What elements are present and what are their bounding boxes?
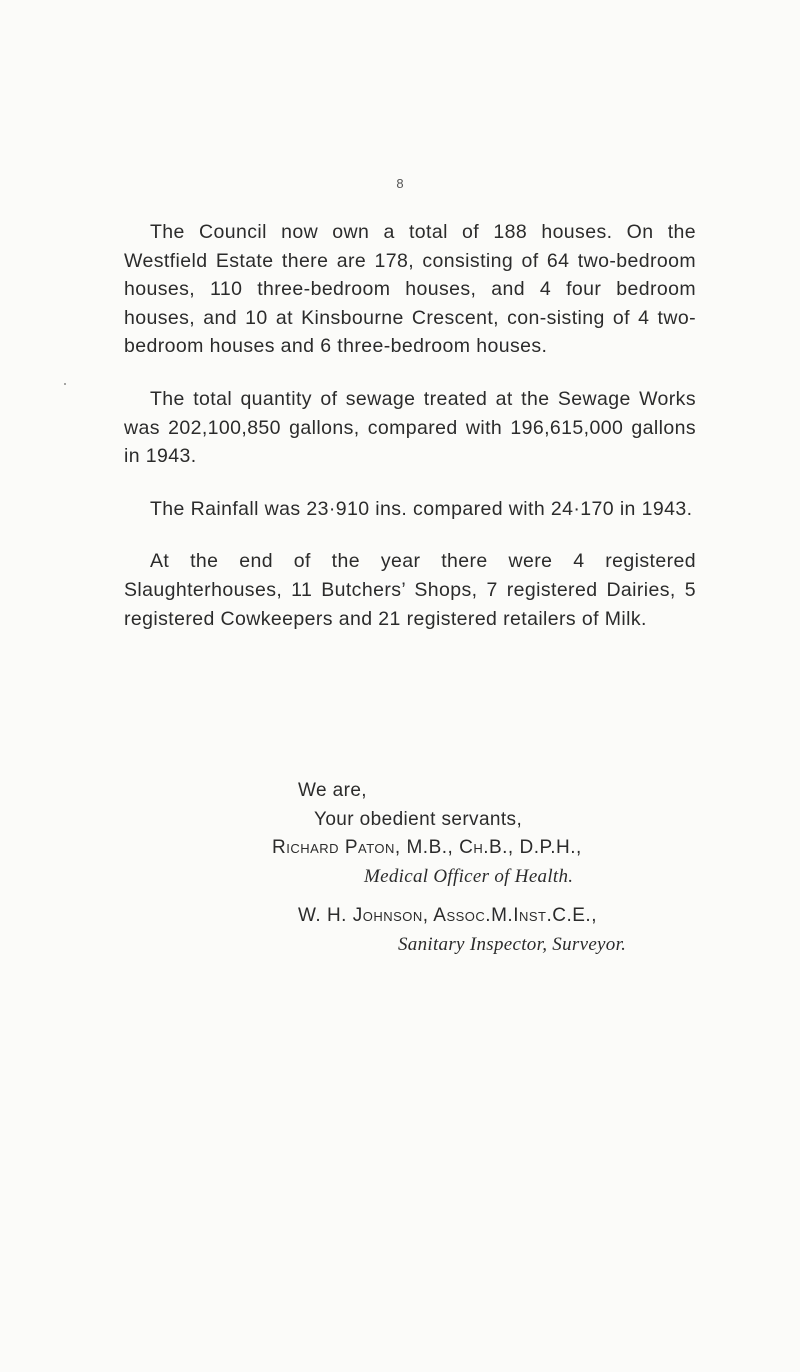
signatory-medical-officer (272, 834, 582, 891)
paragraph-sewage: The total quantity of sewage treated at the Sewage Works was 202,100,850 gallons, compared with 196,615,000 gallons in 1943. (124, 387, 696, 468)
signatory-sanitary-inspector (298, 902, 626, 959)
paper-speck (64, 383, 66, 385)
signatory-title: Sanitary Inspector, Surveyor. (398, 933, 627, 955)
paragraph-registrations: At the end of the year there were 4 registered Slaughterhouses, 11 Butchers’ Shops, 7 registered Dairies, 5 registered Cowkeepers and 21 registered retailers of Milk. (124, 550, 696, 630)
closing-line-servants: Your obedient servants, (314, 808, 523, 830)
paragraph-housing: The Council now own a total of 188 houses. On the Westfield Estate there are 178, consisting of 64 two-bedroom houses, 110 three-bedroom houses, and 4 four bedroom houses, and 10 at Kinsbourne Crescent, con-sisting of 4 two-bedroom houses and 6 three-bedroom houses. (124, 221, 696, 358)
paragraph-rainfall: The Rainfall was 23·910 ins. compared with 24·170 in 1943. (150, 497, 693, 520)
closing-salutation (298, 777, 522, 834)
body-text (124, 218, 696, 657)
page-number: 8 (396, 176, 404, 191)
signatory-title: Medical Officer of Health. (364, 865, 574, 887)
signatory-name: W. H. Johnson, Assoc.M.Inst.C.E., (298, 905, 597, 926)
closing-line-we-are: We are, (298, 780, 367, 801)
signatory-name: Richard Paton, M.B., Ch.B., D.P.H., (272, 837, 582, 858)
